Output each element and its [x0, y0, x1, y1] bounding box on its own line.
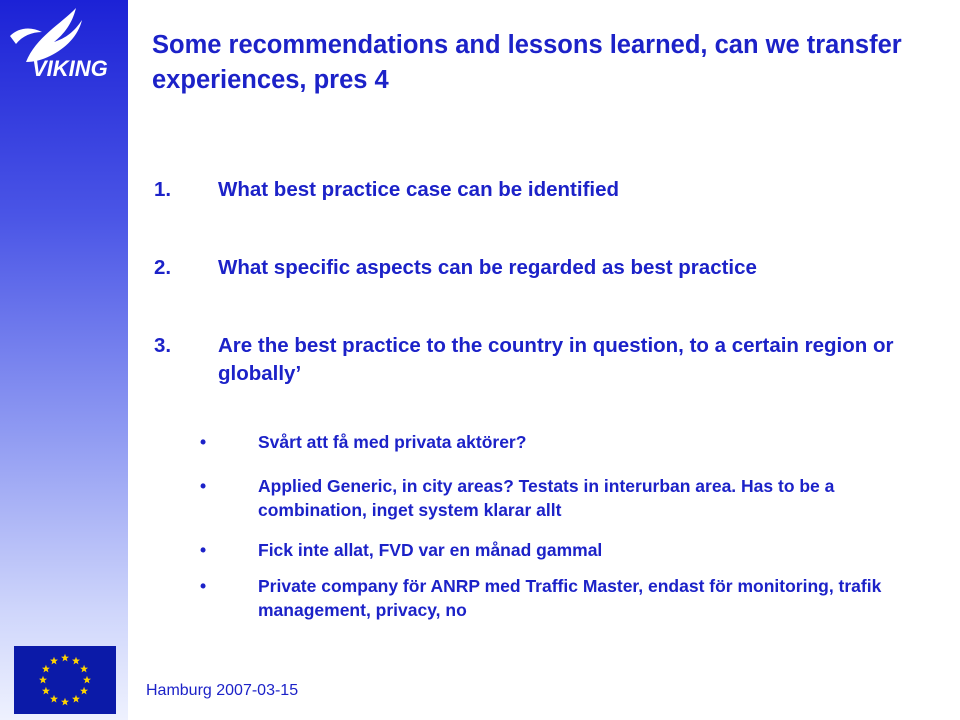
viking-wing-icon	[26, 8, 82, 62]
item-text: What best practice case can be identified	[218, 178, 620, 201]
bullet-text: Fick inte allat, FVD var en månad gammal	[258, 540, 603, 560]
bullet-item-1	[200, 430, 930, 454]
bullet-dot: •	[200, 540, 207, 560]
bullet-text: Private company för ANRP med Traffic Master, endast för monitoring, trafik management, privacy, no	[258, 576, 882, 620]
bullet-dot: •	[200, 476, 207, 496]
numbered-item-1	[154, 176, 934, 204]
bullet-dot: •	[200, 576, 207, 596]
bullet-text: Applied Generic, in city areas? Testats in interurban area. Has to be a combination, inget system klarar allt	[258, 476, 835, 520]
bullet-item-3	[200, 538, 930, 562]
bullet-dot: •	[200, 432, 207, 452]
item-text: Are the best practice to the country in question, to a certain region or globally’	[218, 334, 894, 385]
item-text: What specific aspects can be regarded as best practice	[218, 256, 757, 279]
item-number: 1.	[154, 178, 172, 201]
numbered-item-3	[154, 332, 934, 388]
bullet-text: Svårt att få med privata aktörer?	[258, 432, 527, 452]
slide-title: Some recommendations and lessons learned, can we transfer experiences, pres 4	[152, 31, 902, 94]
footer-date: Hamburg 2007-03-15	[146, 682, 299, 699]
item-number: 3.	[154, 334, 172, 357]
logo-text: VIKING	[32, 56, 108, 81]
eu-flag-icon	[14, 646, 116, 714]
viking-logo	[6, 2, 124, 88]
item-number: 2.	[154, 256, 172, 279]
bullet-item-4	[200, 574, 930, 622]
sidebar	[0, 0, 128, 720]
numbered-item-2	[154, 254, 934, 282]
bullet-item-2	[200, 474, 930, 522]
